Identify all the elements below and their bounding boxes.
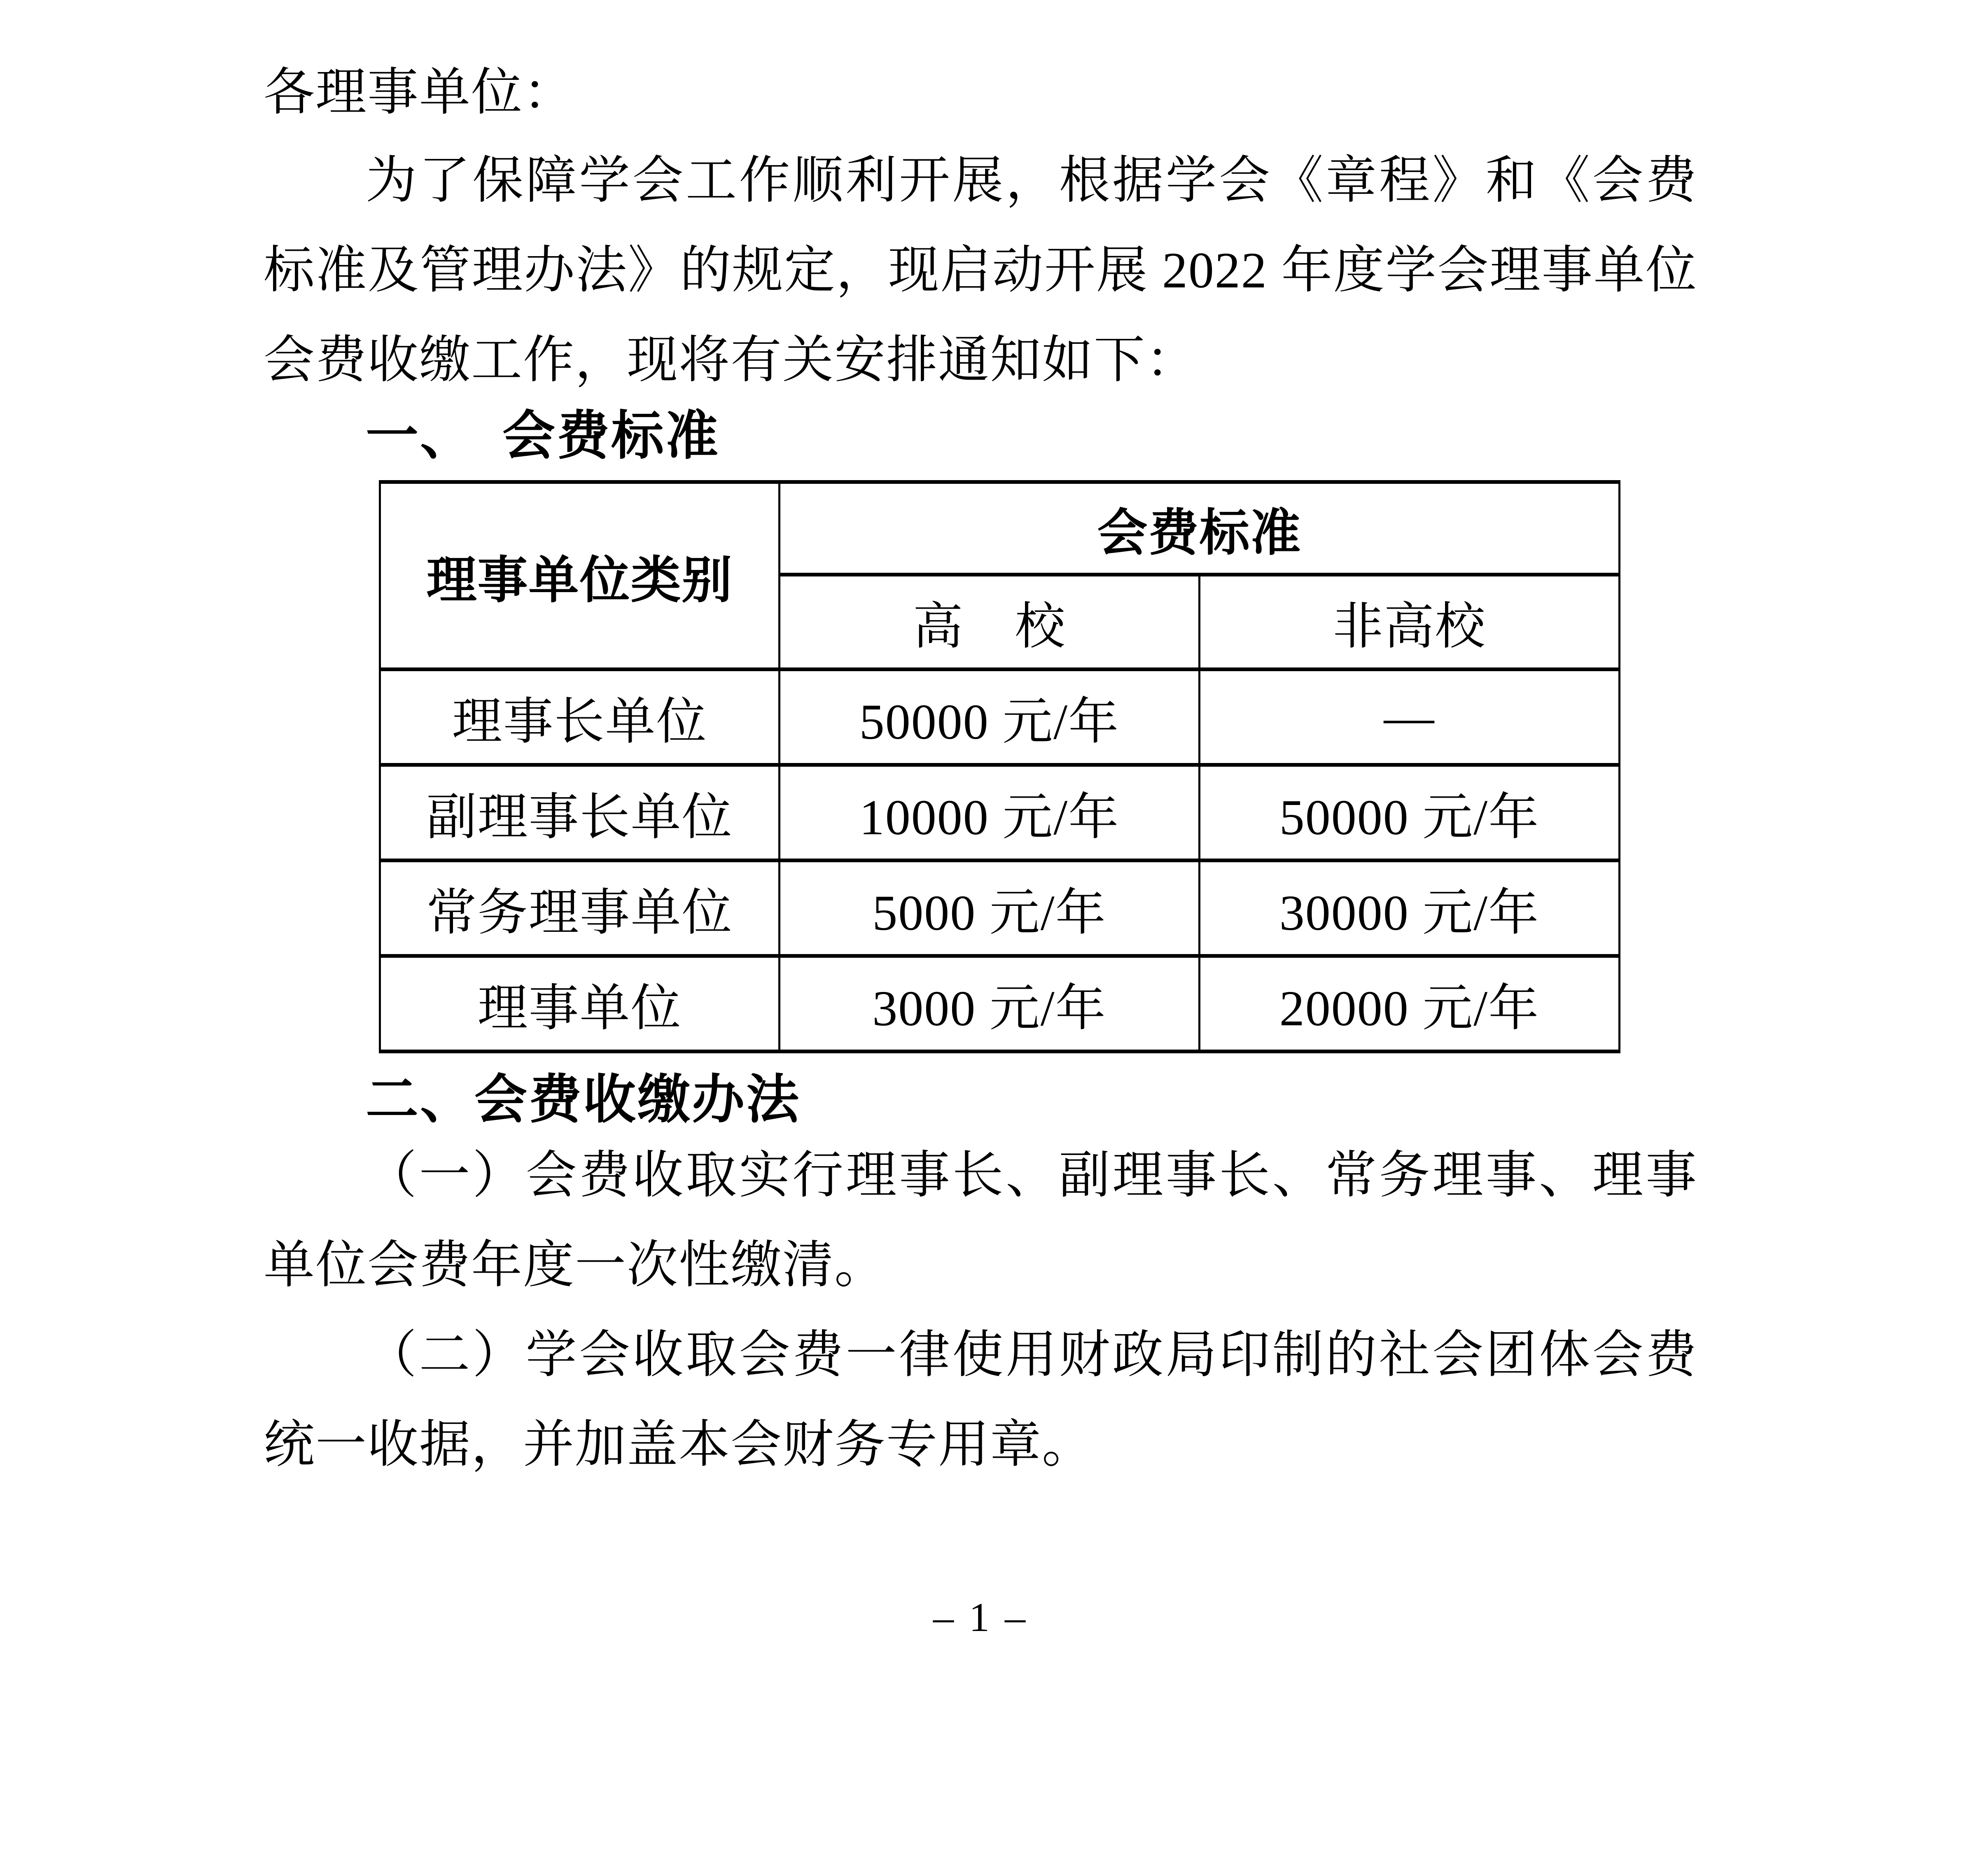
header-cell-university: 高 校	[780, 575, 1200, 670]
cell-category: 常务理事单位	[380, 861, 780, 956]
intro-paragraph-line-1: 为了保障学会工作顺利开展，根据学会《章程》和《会费	[366, 152, 1697, 209]
cell-university-fee: 50000 元/年	[780, 670, 1200, 765]
salutation: 各理事单位：	[264, 64, 575, 121]
page-number: – 1 –	[933, 1594, 1028, 1640]
intro-paragraph-line-3: 会费收缴工作，现将有关安排通知如下：	[264, 332, 1198, 388]
section-1-heading: 一、 会费标准	[366, 406, 720, 465]
table-header-row-1	[380, 482, 1620, 575]
method-paragraph-1-line-2: 单位会费年度一次性缴清。	[264, 1237, 887, 1293]
method-paragraph-2-line-1: （二）学会收取会费一律使用财政局印制的社会团体会费	[366, 1327, 1697, 1383]
header-cell-non-university: 非高校	[1200, 575, 1620, 670]
header-cell-fee-standard: 会费标准	[780, 482, 1620, 575]
cell-university-fee: 10000 元/年	[780, 765, 1200, 861]
fee-standard-table	[379, 480, 1620, 1053]
cell-non-university-fee: —	[1200, 670, 1620, 765]
cell-category: 副理事长单位	[380, 765, 780, 861]
intro-paragraph-line-2: 标准及管理办法》的规定，现启动开展 2022 年度学会理事单位	[264, 242, 1697, 299]
cell-non-university-fee: 20000 元/年	[1200, 956, 1620, 1052]
table-row	[380, 956, 1620, 1052]
cell-university-fee: 5000 元/年	[780, 861, 1200, 956]
header-cell-category: 理事单位类别	[380, 482, 780, 670]
method-paragraph-1-line-1: （一）会费收取实行理事长、副理事长、常务理事、理事	[366, 1147, 1697, 1204]
cell-non-university-fee: 30000 元/年	[1200, 861, 1620, 956]
cell-category: 理事长单位	[380, 670, 780, 765]
cell-category: 理事单位	[380, 956, 780, 1052]
cell-non-university-fee: 50000 元/年	[1200, 765, 1620, 861]
table-row	[380, 670, 1620, 765]
method-paragraph-2-line-2: 统一收据，并加盖本会财务专用章。	[264, 1416, 1094, 1473]
section-2-heading: 二、会费收缴办法	[366, 1070, 801, 1129]
table-row	[380, 861, 1620, 956]
table-row	[380, 765, 1620, 861]
cell-university-fee: 3000 元/年	[780, 956, 1200, 1052]
